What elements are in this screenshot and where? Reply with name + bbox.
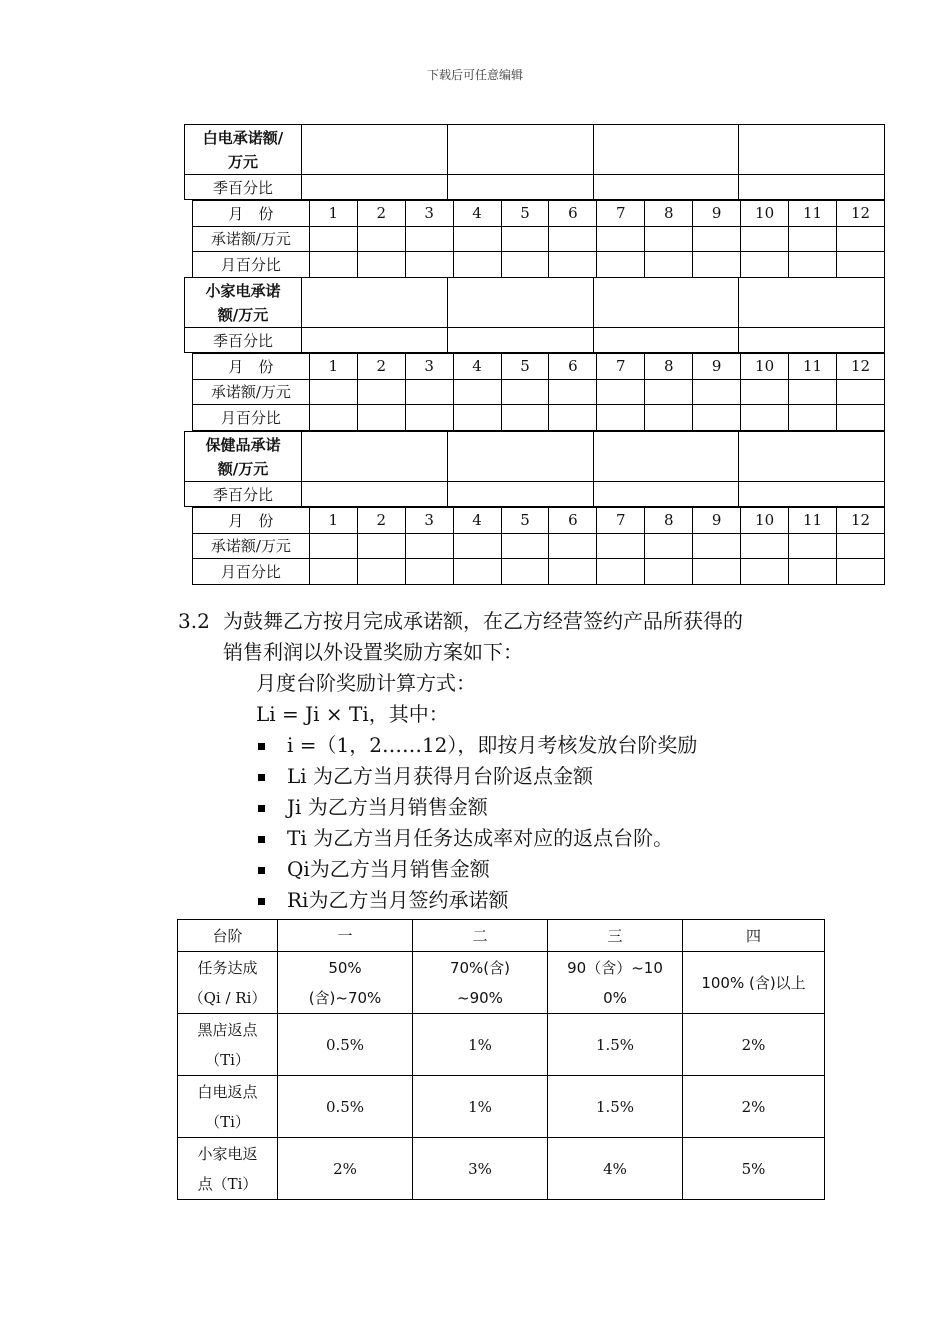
- bullet-text: Li 为乙方当月获得月台阶返点金额: [287, 764, 594, 788]
- bullet-item: [178, 761, 858, 792]
- row-label: [178, 1014, 278, 1076]
- q4-commit-cell: [739, 432, 885, 482]
- cell-line2: 0%: [603, 988, 627, 1007]
- bullet-text: Ti 为乙方当月任务达成率对应的返点台阶。: [287, 826, 674, 850]
- bullet-item: [178, 730, 858, 761]
- pct-row-label: 月百分比: [193, 405, 310, 431]
- month-row: [193, 201, 885, 227]
- month-cell: 6: [549, 354, 597, 380]
- month-cell: 10: [741, 508, 789, 534]
- month-pct-row: [193, 559, 885, 585]
- month-cell: 3: [405, 354, 453, 380]
- monthly-table-health-products: [192, 507, 885, 585]
- q1-pct-cell: [302, 328, 448, 353]
- month-cell: 7: [597, 508, 645, 534]
- q3-commit-cell: [593, 125, 739, 175]
- row-label-line2: （Ti）: [205, 1050, 250, 1069]
- month-cell: 11: [789, 201, 837, 227]
- cell-line1: 90（含）~10: [567, 958, 663, 977]
- month-cell: 7: [597, 201, 645, 227]
- month-cell: 6: [549, 201, 597, 227]
- bullet-text: Ri为乙方当月签约承诺额: [287, 888, 509, 912]
- tier-cell: 100% (含)以上: [683, 952, 825, 1014]
- month-pct-row: [193, 252, 885, 278]
- bullet-square-icon: [258, 774, 265, 781]
- q2-commit-cell: [447, 278, 593, 328]
- black-store-rebate-row: [178, 1014, 825, 1076]
- month-cell: 1: [309, 354, 357, 380]
- q4-commit-cell: [739, 278, 885, 328]
- white-goods-rebate-row: [178, 1076, 825, 1138]
- page-header-note: 下载后可任意编辑: [426, 68, 523, 82]
- cell-line1: 70%(含): [449, 958, 511, 977]
- month-label: 月 份: [193, 354, 310, 380]
- row-label: [178, 1138, 278, 1200]
- row-label: [178, 1076, 278, 1138]
- month-cell: 1: [309, 508, 357, 534]
- q4-commit-cell: [739, 125, 885, 175]
- row-label: [178, 952, 278, 1014]
- q1-commit-cell: [302, 125, 448, 175]
- row-label-line1: 黑店返点: [197, 1020, 258, 1039]
- month-cell: 9: [693, 201, 741, 227]
- month-label: 月 份: [193, 508, 310, 534]
- month-cell: 4: [453, 201, 501, 227]
- month-cell: 12: [837, 201, 885, 227]
- commit-label-line1: 白电承诺额/: [202, 128, 284, 147]
- bullet-text: Qi为乙方当月销售金额: [287, 857, 490, 881]
- month-cell: 8: [645, 508, 693, 534]
- month-label: 月 份: [193, 201, 310, 227]
- quarter-table-health-products: [184, 431, 885, 507]
- month-cell: 8: [645, 201, 693, 227]
- bullet-item: [178, 885, 858, 916]
- month-cell: 12: [837, 354, 885, 380]
- q4-pct-cell: [739, 328, 885, 353]
- header-tier-4: 四: [683, 920, 825, 952]
- q4-pct-cell: [739, 175, 885, 200]
- q3-commit-cell: [593, 432, 739, 482]
- month-cell: 4: [453, 354, 501, 380]
- month-cell: 11: [789, 508, 837, 534]
- month-commit-row: [193, 533, 885, 559]
- tier-cell: 4%: [548, 1138, 683, 1200]
- month-commit-row: [193, 379, 885, 405]
- bullet-square-icon: [258, 805, 265, 812]
- commit-label-line2: 额/万元: [217, 305, 269, 324]
- header-tier-1: 一: [278, 920, 413, 952]
- pct-row-label: 月百分比: [193, 252, 310, 278]
- bullet-item: [178, 854, 858, 885]
- bullet-item: [178, 792, 858, 823]
- monthly-table-white-goods: [192, 200, 885, 278]
- tier-cell: 1.5%: [548, 1014, 683, 1076]
- month-cell: 6: [549, 508, 597, 534]
- commit-row-label: 承诺额/万元: [193, 226, 310, 252]
- commit-row-label: 承诺额/万元: [193, 533, 310, 559]
- section-paragraph-line1: 为鼓舞乙方按月完成承诺额，在乙方经营签约产品所获得的: [223, 609, 743, 633]
- month-cell: 1: [309, 201, 357, 227]
- quarter-table-white-goods: [184, 124, 885, 200]
- q2-pct-cell: [447, 328, 593, 353]
- month-cell: 9: [693, 508, 741, 534]
- month-cell: 9: [693, 354, 741, 380]
- month-cell: 11: [789, 354, 837, 380]
- quarter-pct-label: 季百分比: [185, 328, 302, 353]
- header-tier-3: 三: [548, 920, 683, 952]
- header-tier-2: 二: [413, 920, 548, 952]
- bullet-item: [178, 823, 858, 854]
- cell-line2: ~90%: [457, 988, 503, 1007]
- tier-cell: 5%: [683, 1138, 825, 1200]
- tier-cell: [278, 952, 413, 1014]
- task-completion-row: [178, 952, 825, 1014]
- row-label-line1: 小家电返: [197, 1144, 258, 1163]
- tier-cell: 2%: [278, 1138, 413, 1200]
- section-3-2: [178, 606, 858, 916]
- bullet-text: i =（1，2……12），即按月考核发放台阶奖励: [287, 733, 698, 757]
- calc-method-label: 月度台阶奖励计算方式：: [256, 671, 476, 695]
- cell-line1: 50%: [328, 958, 362, 977]
- small-appliance-rebate-row: [178, 1138, 825, 1200]
- q1-pct-cell: [302, 482, 448, 507]
- month-cell: 12: [837, 508, 885, 534]
- row-label-line2: 点（Ti）: [197, 1174, 258, 1193]
- q3-commit-cell: [593, 278, 739, 328]
- q2-commit-cell: [447, 432, 593, 482]
- q3-pct-cell: [593, 482, 739, 507]
- bullet-square-icon: [258, 743, 265, 750]
- month-cell: 5: [501, 354, 549, 380]
- tier-cell: 1.5%: [548, 1076, 683, 1138]
- row-label-line1: 白电返点: [197, 1082, 258, 1101]
- cell-line2: (含)~70%: [308, 988, 382, 1007]
- tier-cell: 2%: [683, 1014, 825, 1076]
- q3-pct-cell: [593, 328, 739, 353]
- tier-cell: 0.5%: [278, 1014, 413, 1076]
- tier-cell: 0.5%: [278, 1076, 413, 1138]
- commit-label-line1: 小家电承诺: [205, 281, 281, 300]
- tier-cell: [413, 952, 548, 1014]
- commit-label-line2: 万元: [227, 152, 258, 171]
- commit-label-cell: [185, 432, 302, 482]
- row-label-line2: （Ti）: [205, 1112, 250, 1131]
- tier-cell: 3%: [413, 1138, 548, 1200]
- month-cell: 5: [501, 201, 549, 227]
- bullet-square-icon: [258, 836, 265, 843]
- tier-cell: 1%: [413, 1076, 548, 1138]
- tier-cell: 1%: [413, 1014, 548, 1076]
- pct-row-label: 月百分比: [193, 559, 310, 585]
- section-number: 3.2: [178, 609, 210, 633]
- month-cell: 10: [741, 201, 789, 227]
- month-commit-row: [193, 226, 885, 252]
- q4-pct-cell: [739, 482, 885, 507]
- month-row: [193, 508, 885, 534]
- month-cell: 7: [597, 354, 645, 380]
- month-pct-row: [193, 405, 885, 431]
- quarter-pct-label: 季百分比: [185, 482, 302, 507]
- q2-pct-cell: [447, 175, 593, 200]
- commit-label-line1: 保健品承诺: [205, 435, 281, 454]
- q1-commit-cell: [302, 432, 448, 482]
- tier-cell: 2%: [683, 1076, 825, 1138]
- month-cell: 2: [357, 201, 405, 227]
- commit-label-line2: 额/万元: [217, 459, 269, 478]
- month-cell: 3: [405, 201, 453, 227]
- commit-row-label: 承诺额/万元: [193, 379, 310, 405]
- bullet-text: Ji 为乙方当月销售金额: [287, 795, 488, 819]
- row-label-line1: 任务达成: [197, 958, 258, 977]
- month-cell: 2: [357, 508, 405, 534]
- month-cell: 10: [741, 354, 789, 380]
- q2-commit-cell: [447, 125, 593, 175]
- month-cell: 2: [357, 354, 405, 380]
- commit-label-cell: [185, 278, 302, 328]
- tier-cell: [548, 952, 683, 1014]
- month-cell: 3: [405, 508, 453, 534]
- q2-pct-cell: [447, 482, 593, 507]
- q3-pct-cell: [593, 175, 739, 200]
- header-tier: 台阶: [178, 920, 278, 952]
- quarter-pct-label: 季百分比: [185, 175, 302, 200]
- month-row: [193, 354, 885, 380]
- monthly-table-small-appliance: [192, 353, 885, 431]
- rebate-header-row: [178, 920, 825, 952]
- month-cell: 8: [645, 354, 693, 380]
- formula: Li = Ji × Ti，其中：: [256, 702, 449, 726]
- row-label-line2: （Qi / Ri）: [188, 988, 267, 1007]
- commit-label-cell: [185, 125, 302, 175]
- bullet-square-icon: [258, 867, 265, 874]
- bullet-square-icon: [258, 898, 265, 905]
- q1-pct-cell: [302, 175, 448, 200]
- section-paragraph-line2: 销售利润以外设置奖励方案如下：: [223, 640, 523, 664]
- q1-commit-cell: [302, 278, 448, 328]
- rebate-tier-table: [177, 919, 825, 1200]
- month-cell: 4: [453, 508, 501, 534]
- quarter-table-small-appliance: [184, 277, 885, 353]
- month-cell: 5: [501, 508, 549, 534]
